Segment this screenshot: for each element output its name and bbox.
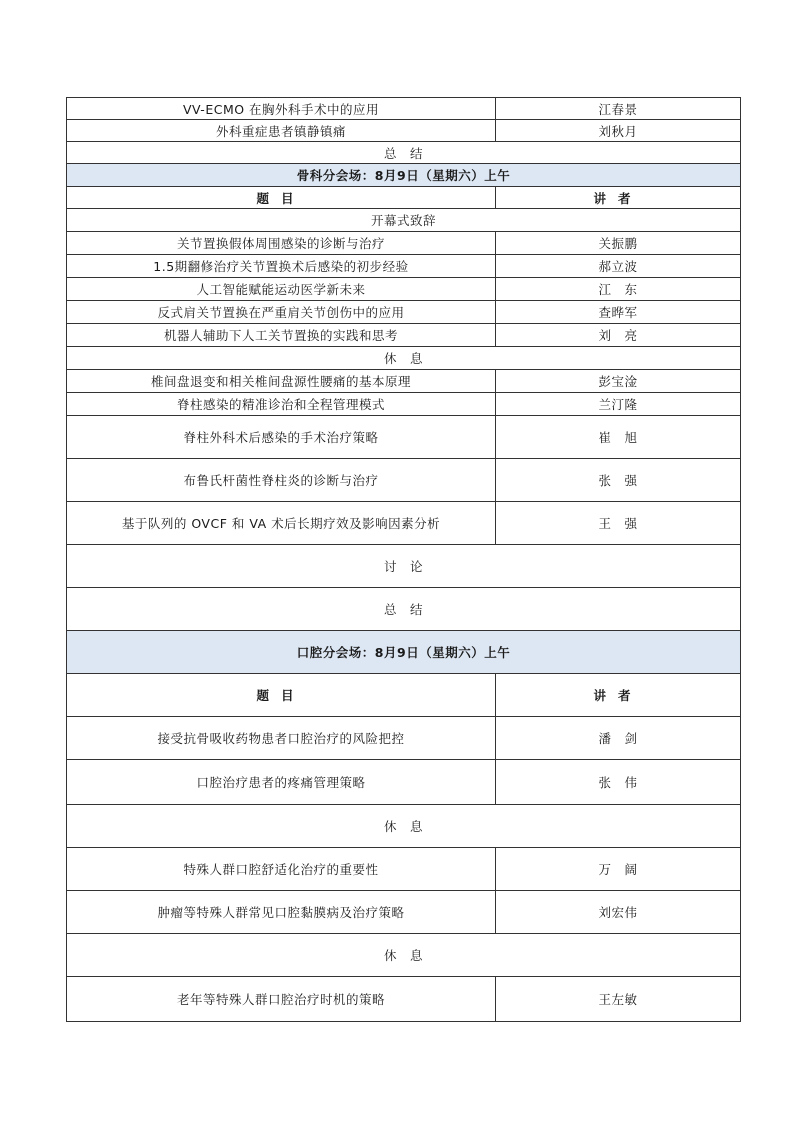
section-title-row xyxy=(67,631,741,674)
table-row xyxy=(67,98,741,120)
table-header-row xyxy=(67,674,741,717)
talk-topic: 机器人辅助下人工关节置换的实践和思考 xyxy=(67,324,496,347)
summary-label: 总 结 xyxy=(67,142,741,164)
discussion-label: 讨 论 xyxy=(67,545,741,588)
talk-speaker: 王左敏 xyxy=(496,977,741,1022)
talk-topic: 椎间盘退变和相关椎间盘源性腰痛的基本原理 xyxy=(67,370,496,393)
talk-speaker: 江 东 xyxy=(496,278,741,301)
talk-speaker: 郝立波 xyxy=(496,255,741,278)
talk-topic: 脊柱外科术后感染的手术治疗策略 xyxy=(67,416,496,459)
talk-topic: 口腔治疗患者的疼痛管理策略 xyxy=(67,760,496,805)
header-speaker: 讲者 xyxy=(496,187,741,209)
section-title-row xyxy=(67,164,741,187)
table-row xyxy=(67,120,741,142)
break-label: 休 息 xyxy=(67,934,741,977)
talk-speaker: 江春景 xyxy=(496,98,741,120)
talk-topic: 肿瘤等特殊人群常见口腔黏膜病及治疗策略 xyxy=(67,891,496,934)
talk-topic: 布鲁氏杆菌性脊柱炎的诊断与治疗 xyxy=(67,459,496,502)
table-row xyxy=(67,717,741,760)
talk-speaker: 刘秋月 xyxy=(496,120,741,142)
talk-speaker: 关振鹏 xyxy=(496,232,741,255)
table-row xyxy=(67,502,741,545)
break-label: 休 息 xyxy=(67,347,741,370)
break-label: 休 息 xyxy=(67,805,741,848)
talk-speaker: 兰汀隆 xyxy=(496,393,741,416)
table-row xyxy=(67,278,741,301)
talk-speaker: 刘宏伟 xyxy=(496,891,741,934)
break-row xyxy=(67,805,741,848)
schedule-table xyxy=(66,97,741,1022)
talk-speaker: 刘 亮 xyxy=(496,324,741,347)
break-row xyxy=(67,934,741,977)
section-title-ortho: 骨科分会场：8月9日（星期六）上午 xyxy=(67,164,741,187)
header-speaker: 讲者 xyxy=(496,674,741,717)
table-row xyxy=(67,760,741,805)
table-row xyxy=(67,891,741,934)
talk-topic: 1.5期翻修治疗关节置换术后感染的初步经验 xyxy=(67,255,496,278)
table-row xyxy=(67,255,741,278)
talk-topic: 脊柱感染的精准诊治和全程管理模式 xyxy=(67,393,496,416)
talk-speaker: 王 强 xyxy=(496,502,741,545)
section-title-oral: 口腔分会场：8月9日（星期六）上午 xyxy=(67,631,741,674)
header-topic: 题目 xyxy=(67,674,496,717)
talk-topic: 反式肩关节置换在严重肩关节创伤中的应用 xyxy=(67,301,496,324)
talk-topic: 人工智能赋能运动医学新未来 xyxy=(67,278,496,301)
table-row xyxy=(67,232,741,255)
table-row xyxy=(67,848,741,891)
talk-speaker: 张 强 xyxy=(496,459,741,502)
header-topic: 题目 xyxy=(67,187,496,209)
talk-speaker: 张 伟 xyxy=(496,760,741,805)
opening-row xyxy=(67,209,741,232)
table-header-row xyxy=(67,187,741,209)
talk-speaker: 崔 旭 xyxy=(496,416,741,459)
talk-topic: 基于队列的 OVCF 和 VA 术后长期疗效及影响因素分析 xyxy=(67,502,496,545)
table-row xyxy=(67,416,741,459)
talk-topic: 接受抗骨吸收药物患者口腔治疗的风险把控 xyxy=(67,717,496,760)
table-row xyxy=(67,459,741,502)
table-row xyxy=(67,301,741,324)
talk-speaker: 万 阔 xyxy=(496,848,741,891)
summary-row xyxy=(67,588,741,631)
talk-topic: 特殊人群口腔舒适化治疗的重要性 xyxy=(67,848,496,891)
talk-speaker: 查晔军 xyxy=(496,301,741,324)
summary-label: 总 结 xyxy=(67,588,741,631)
talk-speaker: 彭宝淦 xyxy=(496,370,741,393)
table-row xyxy=(67,370,741,393)
talk-speaker: 潘 剑 xyxy=(496,717,741,760)
break-row xyxy=(67,347,741,370)
table-row xyxy=(67,393,741,416)
opening-label: 开幕式致辞 xyxy=(67,209,741,232)
table-row xyxy=(67,977,741,1022)
talk-topic: 外科重症患者镇静镇痛 xyxy=(67,120,496,142)
table-row xyxy=(67,324,741,347)
talk-topic: VV-ECMO 在胸外科手术中的应用 xyxy=(67,98,496,120)
summary-row xyxy=(67,142,741,164)
discussion-row xyxy=(67,545,741,588)
talk-topic: 老年等特殊人群口腔治疗时机的策略 xyxy=(67,977,496,1022)
talk-topic: 关节置换假体周围感染的诊断与治疗 xyxy=(67,232,496,255)
